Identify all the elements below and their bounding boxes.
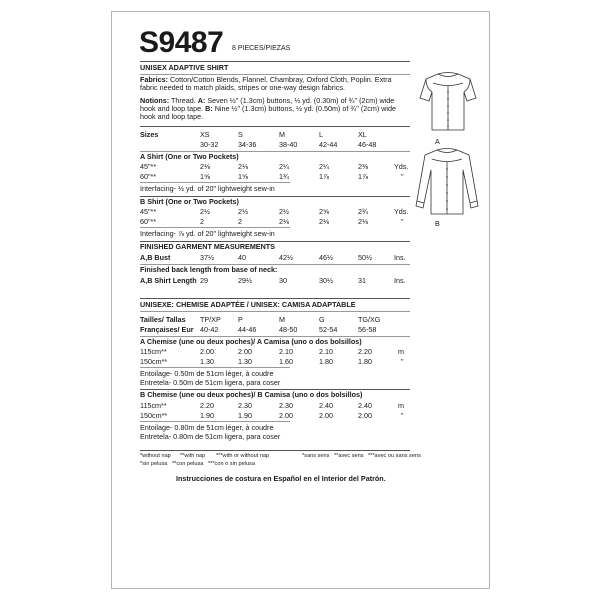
fr-b-115-4: 2.40 (358, 401, 372, 410)
fr-a-150-4: 1.80 (358, 357, 372, 366)
fr-table-end (140, 450, 410, 451)
sizes-label: Sizes (140, 130, 159, 139)
b-row-45-width: 45"** (140, 207, 157, 216)
length-unit: Ins. (394, 276, 406, 285)
fr-range-1: 44-46 (238, 325, 257, 334)
b-row-60-width: 60"** (140, 217, 157, 226)
b-60-unit: " (401, 217, 404, 226)
a-45-l: 2¼ (319, 162, 329, 171)
finished-heading: FINISHED GARMENT MEASUREMENTS (140, 242, 275, 251)
notions-b-label: B: (205, 104, 213, 113)
b-60-xl: 2⅛ (358, 217, 368, 226)
pattern-envelope-back (111, 11, 490, 589)
back-length-label: Finished back length from base of neck: (140, 265, 278, 274)
fr-a-115-width: 115cm** (140, 347, 167, 356)
fr-a-150-0: 1.30 (200, 357, 214, 366)
fr-b-150-1: 1.90 (238, 411, 252, 420)
fabrics-label: Fabrics: (140, 75, 168, 84)
length-l: 30½ (319, 276, 333, 285)
fr-range-0: 40-42 (200, 325, 219, 334)
size-col-3: L (319, 130, 323, 139)
b-45-m: 2½ (279, 207, 289, 216)
view-a-label: A (435, 137, 440, 146)
fr-a-115-3: 2.10 (319, 347, 333, 356)
fr-a-150-1: 1.30 (238, 357, 252, 366)
fr-a-entretela: Entretela- 0.50m de 51cm ligera, para coser (140, 378, 281, 387)
footnote-with-or-without-nap: ***with or without nap (216, 453, 270, 459)
fr-a-150-width: 150cm** (140, 357, 168, 366)
length-s: 29½ (238, 276, 252, 285)
b-45-s: 2½ (238, 207, 248, 216)
b-60-xs: 2 (200, 217, 204, 226)
fr-a-entoilage: Entoilage- 0.50m de 51cm léger, à coudre (140, 369, 274, 378)
notions-paragraph (140, 97, 408, 121)
length-m: 30 (279, 276, 287, 285)
a-row-60-width: 60"** (140, 172, 157, 181)
a-60-s: 1⅝ (238, 172, 248, 181)
fr-size-3: G (319, 315, 325, 324)
footnote-con-o-sin-pelusa: ***con o sin pelusa (208, 461, 255, 467)
bust-xs: 37½ (200, 253, 214, 262)
fr-a-115-0: 2.00 (200, 347, 214, 356)
fr-size-4: TG/XG (358, 315, 381, 324)
notions-divider (140, 126, 410, 127)
tailles-label: Tailles/ Tallas (140, 315, 186, 324)
fr-b-150-2: 2.00 (279, 411, 293, 420)
b-interfacing-rule (140, 227, 290, 228)
b-60-s: 2 (238, 217, 242, 226)
range-col-3: 42-44 (319, 140, 338, 149)
notions-prefix: Thread. (169, 96, 198, 105)
range-col-1: 34-36 (238, 140, 257, 149)
a-60-xl: 1⅞ (358, 172, 368, 181)
footnote-avec-ou-sans-sens: ***avec ou sans sens (368, 453, 421, 459)
fr-b-entoilage-rule (140, 421, 290, 422)
fr-range-2: 48-50 (279, 325, 298, 334)
bust-unit: Ins. (394, 253, 406, 262)
fr-b-150-0: 1.90 (200, 411, 214, 420)
footnote-without-nap: *without nap (140, 453, 171, 459)
fr-es-heading: UNISEXE: CHEMISE ADAPTÉE / UNISEX: CAMISA ADAPTABLE (140, 300, 356, 309)
english-table-end (140, 298, 410, 299)
bust-l: 46½ (319, 253, 333, 262)
piece-count: 8 PIECES/PIEZAS (232, 45, 291, 52)
notions-b-text: Nine ½" (1.3cm) buttons, ½ yd. (0.50m) of ¾" (2cm) wide hook and loop tape. (140, 104, 396, 121)
b-60-l: 2⅛ (319, 217, 329, 226)
fr-a-heading: A Chemise (une ou deux poches)/ A Camisa (uno o dos bolsillos) (140, 337, 362, 346)
notions-a-label: A: (197, 96, 206, 105)
a-row-45-width: 45"** (140, 162, 157, 171)
footnote-sin-pelusa: *sin pelusa (140, 461, 168, 467)
fr-b-150-4: 2.00 (358, 411, 372, 420)
fr-a-115-2: 2.10 (279, 347, 293, 356)
fr-b-115-2: 2.30 (279, 401, 293, 410)
shirt-length-label: A,B Shirt Length (140, 276, 197, 285)
fr-size-0: TP/XP (200, 315, 221, 324)
fr-b-150-unit: " (401, 411, 404, 420)
size-col-1: S (238, 130, 243, 139)
header-divider (140, 61, 410, 62)
range-col-2: 38-40 (279, 140, 298, 149)
b-45-xs: 2½ (200, 207, 210, 216)
b-interfacing: Interfacing- ⅞ yd. of 20" lightweight sew-in (140, 229, 275, 238)
b-shirt-heading: B Shirt (One or Two Pockets) (140, 197, 239, 206)
a-interfacing: Interfacing- ½ yd. of 20" lightweight sew-in (140, 184, 275, 193)
fr-b-150-3: 2.00 (319, 411, 333, 420)
fr-a-150-2: 1.60 (279, 357, 293, 366)
a-60-m: 1¾ (279, 172, 289, 181)
length-xl: 31 (358, 276, 366, 285)
fr-b-entoilage: Entoilage- 0.80m de 51cm léger, à coudre (140, 423, 274, 432)
fr-a-150-3: 1.80 (319, 357, 333, 366)
fr-range-3: 52-54 (319, 325, 338, 334)
a-45-xl: 2⅜ (358, 162, 368, 171)
bust-label: A,B Bust (140, 253, 171, 262)
range-col-4: 46-48 (358, 140, 377, 149)
footnote-avec-sens: **avec sens (334, 453, 364, 459)
range-col-0: 30-32 (200, 140, 219, 149)
size-col-4: XL (358, 130, 367, 139)
a-shirt-heading: A Shirt (One or Two Pockets) (140, 152, 239, 161)
fabrics-text: Cotton/Cotton Blends, Flannel, Chambray, Oxford Cloth, Poplin. Extra fabric needed to match plaids, stripes or one-way design fabrics. (140, 75, 392, 92)
a-60-unit: " (401, 172, 404, 181)
bust-xl: 50½ (358, 253, 372, 262)
length-xs: 29 (200, 276, 208, 285)
b-45-xl: 2¾ (358, 207, 368, 216)
pattern-number: S9487 (139, 26, 224, 59)
fr-size-2: M (279, 315, 285, 324)
a-60-l: 1⅞ (319, 172, 329, 181)
footnote-con-pelusa: **con pelusa (172, 461, 204, 467)
a-interfacing-rule (140, 182, 290, 183)
view-b-label: B (435, 219, 440, 228)
fr-a-115-unit: m (398, 347, 404, 356)
a-45-unit: Yds. (394, 162, 409, 171)
fr-size-1: P (238, 315, 243, 324)
fr-a-115-1: 2.00 (238, 347, 252, 356)
fr-a-150-unit: " (401, 357, 404, 366)
a-45-s: 2⅛ (238, 162, 248, 171)
fr-b-heading: B Chemise (une ou deux poches)/ B Camisa (uno o dos bolsillos) (140, 390, 363, 399)
a-45-xs: 2⅛ (200, 162, 210, 171)
fr-range-4: 56-58 (358, 325, 377, 334)
view-b-shirt-illustration (414, 146, 480, 218)
eur-label: Françaises/ Eur (140, 325, 194, 334)
view-a-shirt-illustration (418, 70, 478, 134)
a-60-xs: 1⅝ (200, 172, 210, 181)
footnote-sans-sens: *sans sens (302, 453, 330, 459)
fr-b-115-1: 2.30 (238, 401, 252, 410)
fr-b-115-0: 2.20 (200, 401, 214, 410)
fr-es-heading-divider (140, 311, 410, 312)
size-col-0: XS (200, 130, 210, 139)
b-60-m: 2⅛ (279, 217, 289, 226)
footnote-with-nap: **with nap (180, 453, 206, 459)
b-45-unit: Yds. (394, 207, 409, 216)
fr-b-150-width: 150cm** (140, 411, 168, 420)
spanish-instructions-note: Instrucciones de costura en Español en el Interior del Patrón. (176, 474, 386, 483)
fr-b-115-3: 2.40 (319, 401, 333, 410)
a-45-m: 2¼ (279, 162, 289, 171)
fr-b-entretela: Entretela- 0.80m de 51cm ligera, para coser (140, 432, 281, 441)
b-45-l: 2⅝ (319, 207, 329, 216)
notions-a-text: Seven ½" (1.3cm) buttons, ⅓ yd. (0.30m) of ¾" (2cm) wide hook and loop tape. (140, 96, 395, 113)
fabrics-paragraph (140, 76, 408, 92)
fr-a-115-4: 2.20 (358, 347, 372, 356)
fr-b-115-unit: m (398, 401, 404, 410)
bust-m: 42½ (279, 253, 293, 262)
size-col-2: M (279, 130, 285, 139)
fr-b-115-width: 115cm** (140, 401, 167, 410)
fr-a-entoilage-rule (140, 367, 290, 368)
pattern-title: UNISEX ADAPTIVE SHIRT (140, 63, 229, 72)
notions-label: Notions: (140, 96, 170, 105)
bust-s: 40 (238, 253, 246, 262)
